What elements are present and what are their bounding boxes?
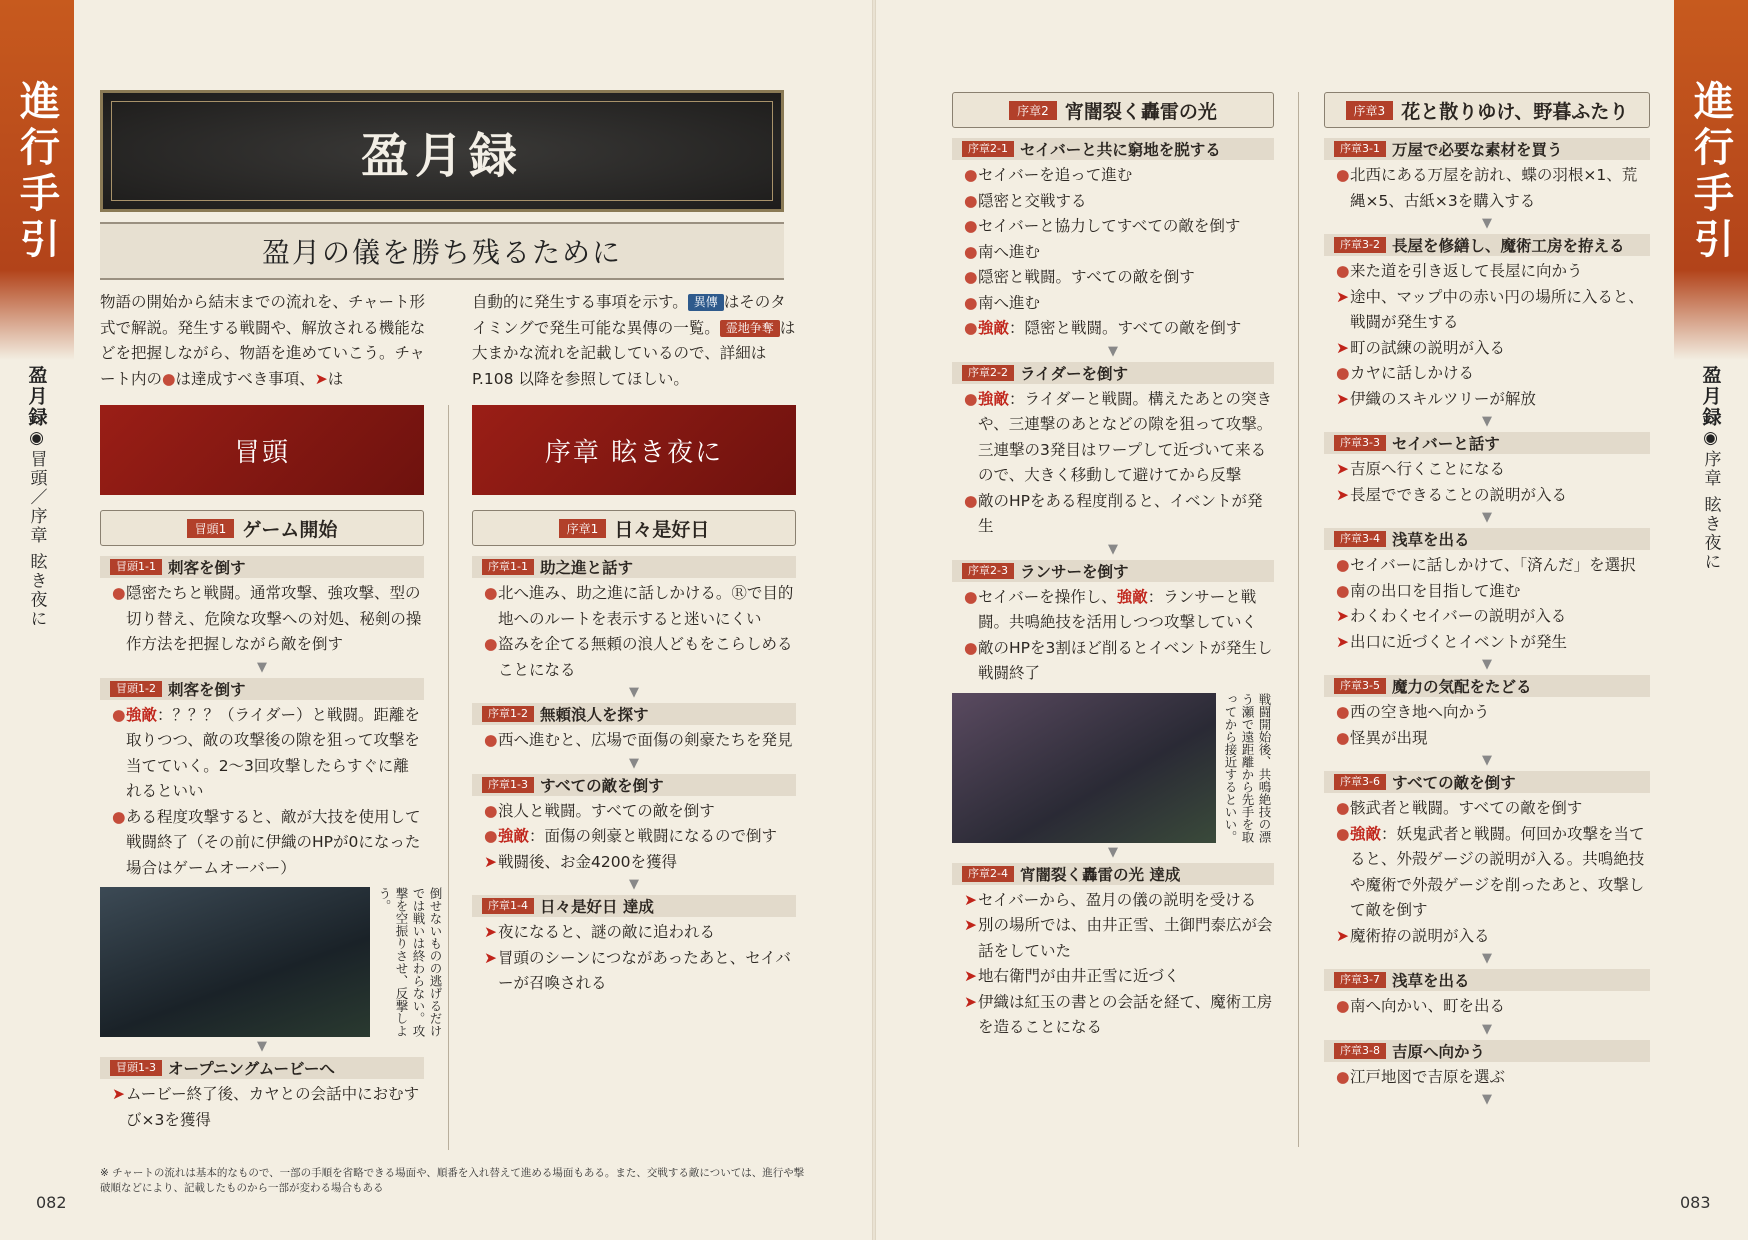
item-text: セイバーを追って進む [978, 166, 1133, 184]
item-text: 浪人と戦闘。すべての敵を倒す [498, 801, 715, 820]
step-header [100, 678, 424, 700]
goal-dot-icon: ● [964, 389, 978, 408]
goal-dot-icon: ● [112, 705, 126, 724]
step-title: 浅草を出る [1391, 972, 1470, 990]
step-header [472, 774, 796, 796]
item-text: セイバーに話しかけて、「済んだ」を選択 [1350, 556, 1636, 574]
goal-dot-icon: ● [964, 166, 978, 184]
step-badge: 序章1-1 [482, 559, 534, 575]
step-title: 刺客を倒す [167, 559, 246, 577]
step-badge: 序章3-1 [1334, 141, 1386, 157]
item-text: ムービー終了後、カヤとの会話中におむすび×3を獲得 [126, 1085, 420, 1129]
down-arrow-icon: ▼ [1482, 753, 1492, 768]
side-subtitle: ◉冒頭／序章 眩き夜に [26, 428, 47, 629]
intro-text: は [327, 369, 344, 388]
goal-dot-icon: ● [484, 584, 498, 602]
side-running-title-right [1674, 365, 1748, 571]
step-title: すべての敵を倒す [1391, 774, 1516, 792]
section-header [472, 510, 796, 546]
goal-dot-icon: ● [1336, 262, 1350, 280]
list-item [1324, 553, 1650, 579]
item-text: 盗みを企てる無頼の浪人どもをこらしめることになる [498, 635, 793, 679]
list-item [1324, 1065, 1650, 1091]
item-text: セイバーと協力してすべての敵を倒す [978, 217, 1241, 235]
step-title: 万屋で必要な素材を買う [1391, 141, 1563, 159]
column-divider [448, 405, 449, 1150]
item-text: 冒頭のシーンにつながあったあと、セイバーが召喚される [498, 948, 791, 992]
step-title: 刺客を倒す [167, 680, 246, 699]
list-item [1324, 994, 1650, 1020]
step-badge: 序章2-3 [962, 563, 1014, 579]
step-title: 魔力の気配をたどる [1391, 678, 1532, 696]
down-arrow-icon: ▼ [629, 877, 639, 892]
screenshot-caption: 倒せないものの逃げるだけでは戦いは終わらない。攻撃を空振りさせ、反撃しよう。 [377, 887, 443, 1037]
step-title: 吉原へ向かう [1391, 1042, 1485, 1061]
list-item [1324, 579, 1650, 605]
item-text: 南へ進む [978, 242, 1041, 261]
item-text: 南の出口を目指して進む [1350, 581, 1521, 600]
goal-dot-icon: ● [964, 587, 978, 606]
list-item [1324, 796, 1650, 822]
goal-dot-icon: ● [964, 242, 978, 261]
section-title: ゲーム開始 [242, 518, 338, 541]
list-item [952, 990, 1274, 1041]
list-item [952, 913, 1274, 964]
item-text: 夜になると、謎の敵に追われる [498, 923, 716, 941]
step-badge: 序章1-3 [482, 777, 534, 793]
list-item [100, 703, 424, 805]
item-text: 伊織のスキルツリーが解放 [1350, 389, 1536, 408]
auto-arrow-icon: ➤ [484, 923, 497, 941]
chapter-title: 冒頭 [233, 437, 290, 468]
step-title: ライダーを倒す [1019, 364, 1129, 383]
goal-dot-icon: ● [1336, 799, 1350, 817]
column-divider [1298, 92, 1299, 1147]
list-item [952, 189, 1274, 215]
intro-text: は達成すべき事項、 [175, 369, 315, 388]
item-text: 地右衛門が由井正雪に近づく [978, 967, 1180, 985]
item-text: ：ランサーと戦闘。共鳴絶技を活用しつつ攻撃していく [978, 587, 1258, 631]
list-item [1324, 700, 1650, 726]
chart-column-1 [100, 510, 443, 1133]
goal-dot-icon: ● [964, 319, 978, 337]
step-badge: 序章2-2 [962, 365, 1014, 381]
chapter-title: 序章 眩き夜に [544, 437, 724, 468]
item-text: ：ライダーと戦闘。構えたあとの突きや、三連撃のあとなどの隙を狙って攻撃。三連撃の3発目はワープして近づいて来るので、大きく移動して避けてから反撃 [978, 389, 1273, 484]
step-header [1324, 138, 1650, 160]
goal-dot-icon: ● [964, 191, 978, 210]
down-arrow-icon: ▼ [1108, 541, 1118, 557]
side-tab-label: 進行手引 [13, 80, 61, 264]
item-text: セイバーを操作し、 [978, 587, 1117, 606]
step-header [100, 1057, 424, 1079]
item-text: ：妖鬼武者と戦闘。何回か攻撃を当てると、外殻ゲージの説明が入る。共鳴絶技や魔術で外殻ゲージを削ったあと、攻撃して敵を倒す [1350, 824, 1645, 919]
goal-dot-icon: ● [484, 731, 498, 749]
intro-paragraph-2 [472, 290, 798, 392]
auto-arrow-icon: ➤ [964, 916, 977, 934]
chapter-header-opening [100, 405, 424, 495]
page-number-left: 082 [36, 1193, 67, 1212]
step-header [1324, 528, 1650, 550]
boss-label: 強敵 [1350, 824, 1382, 843]
list-item [1324, 336, 1650, 362]
goal-dot-icon: ● [964, 491, 978, 510]
section-title: 日々是好日 [614, 518, 710, 541]
auto-arrow-icon: ➤ [314, 369, 328, 388]
side-title: 盈月録 [1699, 365, 1722, 428]
list-item [472, 850, 796, 876]
boss-label: 強敵 [978, 319, 1010, 337]
item-text: 怪異が出現 [1350, 728, 1428, 747]
list-item [952, 291, 1274, 317]
list-item [472, 946, 796, 997]
auto-arrow-icon: ➤ [112, 1085, 125, 1103]
footnote: ※ チャートの流れは基本的なもので、一部の手順を省略できる場面や、順番を入れ替えて進める場面もある。また、交戦する敵については、進行や撃破順などにより、記載したものから一部が変わる場合もある [100, 1167, 805, 1194]
gameplay-screenshot [100, 887, 370, 1037]
goal-dot-icon: ● [964, 293, 978, 312]
item-text: ：隠密と戦闘。すべての敵を倒す [1009, 319, 1242, 337]
item-text: 隠密たちと戦闘。通常攻撃、強攻撃、型の切り替え、危険な攻撃への対処、秘剣の操作方法を把握しながら敵を倒す [126, 584, 422, 653]
list-item [472, 581, 796, 632]
auto-arrow-icon: ➤ [1336, 389, 1349, 408]
book-spine [872, 0, 876, 1240]
section-badge: 序章1 [559, 519, 607, 538]
subtitle-banner [100, 222, 784, 280]
reichi-tag: 霊地争奪 [720, 320, 780, 337]
goal-dot-icon: ● [112, 584, 126, 602]
item-text: 町の試練の説明が入る [1350, 338, 1506, 357]
item-text: 長屋でできることの説明が入る [1350, 485, 1568, 504]
page-number-right: 083 [1680, 1193, 1711, 1212]
step-header [952, 863, 1274, 885]
item-text: 魔術拵の説明が入る [1350, 926, 1490, 945]
step-header [952, 362, 1274, 384]
step-title: セイバーと話す [1391, 435, 1500, 453]
auto-arrow-icon: ➤ [1336, 460, 1349, 478]
goal-dot-icon: ● [484, 827, 498, 845]
goal-dot-icon: ● [112, 807, 126, 826]
auto-arrow-icon: ➤ [964, 967, 977, 985]
auto-arrow-icon: ➤ [484, 852, 497, 871]
step-header [472, 895, 796, 917]
list-item [952, 636, 1274, 687]
list-item [952, 888, 1274, 914]
list-item [952, 585, 1274, 636]
list-item [1324, 387, 1650, 413]
step-title: オープニングムービーへ [167, 1060, 335, 1078]
chart-column-3 [952, 92, 1274, 1041]
list-item [472, 728, 796, 754]
item-text: 別の場所では、由井正雪、土御門泰広が会話をしていた [978, 916, 1273, 960]
item-text: ：面傷の剣豪と戦闘になるので倒す [529, 827, 778, 845]
step-badge: 序章3-4 [1334, 531, 1386, 547]
intro-text: は大まかな流れを記載しているので、詳細は P.108 以降を参照してほしい。 [472, 318, 796, 388]
auto-arrow-icon: ➤ [1336, 338, 1349, 357]
goal-dot-icon: ● [1336, 728, 1350, 747]
gameplay-screenshot [952, 693, 1216, 843]
item-text: 出口に近づくとイベントが発生 [1350, 632, 1568, 651]
list-item [472, 632, 796, 683]
list-item [952, 489, 1274, 540]
side-running-title-left [0, 365, 74, 628]
item-text: 西の空き地へ向かう [1350, 703, 1490, 721]
goal-dot-icon: ● [1336, 997, 1350, 1015]
step-header [1324, 675, 1650, 697]
boss-label: 強敵 [978, 389, 1010, 408]
step-header [1324, 771, 1650, 793]
list-item [1324, 361, 1650, 387]
item-text: 隠密と交戦する [978, 191, 1087, 210]
list-item [1324, 924, 1650, 950]
item-text: 骸武者と戦闘。すべての敵を倒す [1350, 799, 1583, 817]
item-text: 吉原へ行くことになる [1350, 460, 1506, 478]
down-arrow-icon: ▼ [1482, 1021, 1492, 1037]
down-arrow-icon: ▼ [1482, 951, 1492, 966]
auto-arrow-icon: ➤ [1336, 287, 1349, 306]
step-title: 日々是好日 達成 [539, 898, 654, 916]
section-title: 花と散りゆけ、野暮ふたり [1401, 100, 1629, 123]
section-header [100, 510, 424, 546]
side-tab-label: 進行手引 [1687, 80, 1735, 264]
down-arrow-icon: ▼ [1108, 844, 1118, 860]
item-text: 北へ進み、助之進に話しかける。Ⓡで目的地へのルートを表示すると迷いにくい [498, 584, 794, 628]
list-item [952, 964, 1274, 990]
item-text: 江戸地図で吉原を選ぶ [1350, 1067, 1506, 1086]
list-item [472, 799, 796, 825]
step-badge: 冒頭1-1 [110, 559, 162, 575]
goal-dot-icon: ● [1336, 703, 1350, 721]
list-item [472, 920, 796, 946]
step-header [100, 556, 424, 578]
side-tab-left [0, 0, 74, 360]
list-item [100, 581, 424, 658]
section-badge: 序章2 [1009, 101, 1057, 120]
goal-dot-icon: ● [1336, 364, 1350, 382]
title-banner [100, 90, 784, 212]
goal-dot-icon: ● [162, 369, 176, 388]
chapter-header-prologue [472, 405, 796, 495]
step-header [1324, 1040, 1650, 1062]
step-header [952, 560, 1274, 582]
auto-arrow-icon: ➤ [484, 948, 497, 967]
step-title: セイバーと共に窮地を脱する [1019, 141, 1221, 159]
list-item [952, 214, 1274, 240]
step-header [472, 556, 796, 578]
ii-tag: 異傳 [688, 294, 724, 311]
down-arrow-icon: ▼ [1482, 657, 1492, 672]
section-badge: 序章3 [1346, 101, 1394, 120]
section-header [1324, 92, 1650, 128]
boss-label: 強敵 [126, 705, 158, 724]
list-item [1324, 604, 1650, 630]
step-badge: 冒頭1-2 [110, 681, 162, 697]
list-item [1324, 163, 1650, 214]
list-item [952, 265, 1274, 291]
chart-column-2 [472, 510, 796, 997]
list-item [952, 163, 1274, 189]
step-title: 助之進と話す [539, 559, 633, 577]
step-header [1324, 234, 1650, 256]
chart-column-4 [1324, 92, 1650, 1110]
section-header [952, 92, 1274, 128]
item-text: 来た道を引き返して長屋に向かう [1350, 262, 1583, 280]
list-item [952, 387, 1274, 489]
section-badge: 冒頭1 [187, 519, 235, 538]
side-tab-right [1674, 0, 1748, 360]
list-item [472, 824, 796, 850]
step-badge: 序章3-2 [1334, 237, 1386, 253]
down-arrow-icon: ▼ [1482, 1092, 1492, 1107]
step-header [1324, 969, 1650, 991]
step-header [952, 138, 1274, 160]
auto-arrow-icon: ➤ [1336, 632, 1349, 651]
screenshot-caption: 戦闘開始後、共鳴絶技の漂う瀬で遠距離から先手を取ってから接近するといい。 [1223, 692, 1272, 843]
step-badge: 冒頭1-3 [110, 1060, 162, 1076]
list-item [1324, 285, 1650, 336]
item-text: 隠密と戦闘。すべての敵を倒す [978, 268, 1195, 286]
page-subtitle: 盈月の儀を勝ち残るために [261, 236, 622, 269]
step-title: 浅草を出る [1391, 531, 1470, 549]
down-arrow-icon: ▼ [257, 1039, 267, 1054]
intro-text: 自動的に発生する事項を示す。 [472, 293, 688, 311]
intro-paragraph-1 [100, 290, 426, 392]
step-badge: 序章3-7 [1334, 972, 1386, 988]
intro-text: はそのタイミングで発生可能な異傳の一覧。 [472, 293, 786, 337]
side-subtitle: ◉序章 眩き夜に [1700, 428, 1721, 572]
down-arrow-icon: ▼ [257, 659, 267, 675]
item-text: 戦闘後、お金4200を獲得 [498, 852, 677, 871]
goal-dot-icon: ● [964, 217, 978, 235]
list-item [1324, 457, 1650, 483]
item-text: 北西にある万屋を訪れ、蝶の羽根×1、荒縄×5、古紙×3を購入する [1350, 166, 1638, 210]
list-item [100, 1082, 424, 1133]
step-header [1324, 432, 1650, 454]
item-text: 敵のHPを3割ほど削るとイベントが発生し戦闘終了 [978, 638, 1273, 682]
goal-dot-icon: ● [1336, 581, 1350, 600]
item-text: 南へ向かい、町を出る [1350, 997, 1506, 1015]
down-arrow-icon: ▼ [1482, 510, 1492, 525]
step-badge: 序章2-1 [962, 141, 1014, 157]
screenshot-block [952, 693, 1274, 843]
goal-dot-icon: ● [1336, 166, 1350, 184]
step-badge: 序章2-4 [962, 866, 1014, 882]
step-badge: 序章3-8 [1334, 1043, 1386, 1059]
list-item [100, 805, 424, 882]
item-text: ある程度攻撃すると、敵が大技を使用して戦闘終了（その前に伊織のHPが0になった場合はゲームオーバー） [126, 807, 421, 877]
auto-arrow-icon: ➤ [1336, 607, 1349, 625]
item-text: 西へ進むと、広場で面傷の剣豪たちを発見 [498, 731, 793, 749]
item-text: 南へ進む [978, 293, 1041, 312]
auto-arrow-icon: ➤ [964, 992, 977, 1011]
item-text: カヤに話しかける [1350, 364, 1475, 382]
item-text: セイバーから、盈月の儀の説明を受ける [978, 890, 1257, 909]
intro-text: 物語の開始から結末までの流れを、チャート形式で解説。発生する戦闘や、解放される機能などを把握しながら、物語を進めていこう。チャート内の [100, 293, 426, 388]
list-item [1324, 259, 1650, 285]
down-arrow-icon: ▼ [629, 755, 639, 771]
list-item [1324, 483, 1650, 509]
down-arrow-icon: ▼ [1482, 216, 1492, 231]
step-header [472, 703, 796, 725]
list-item [1324, 822, 1650, 924]
screenshot-block [100, 887, 443, 1037]
item-text: 伊織は紅玉の書との会話を経て、魔術工房を造ることになる [978, 992, 1273, 1036]
down-arrow-icon: ▼ [1108, 343, 1118, 359]
item-text: ：？？？（ライダー）と戦闘。距離を取りつつ、敵の攻撃後の隙を狙って攻撃を当てていく。2～3回攻撃したらすぐに離れるといい [126, 705, 421, 800]
auto-arrow-icon: ➤ [964, 890, 977, 909]
side-title: 盈月録 [25, 365, 48, 428]
page-title: 盈月録 [360, 127, 523, 184]
list-item [952, 240, 1274, 266]
down-arrow-icon: ▼ [1482, 414, 1492, 429]
step-title: 長屋を修繕し、魔術工房を拵える [1391, 237, 1625, 255]
goal-dot-icon: ● [484, 635, 498, 653]
goal-dot-icon: ● [964, 638, 978, 657]
step-title: すべての敵を倒す [539, 776, 664, 795]
step-title: 無頼浪人を探す [539, 706, 649, 724]
goal-dot-icon: ● [484, 801, 498, 820]
step-title: 宵闇裂く轟雷の光 達成 [1019, 865, 1181, 884]
section-title: 宵闇裂く轟雷の光 [1064, 100, 1217, 123]
item-text: わくわくセイバーの説明が入る [1350, 607, 1567, 625]
step-badge: 序章3-6 [1334, 774, 1386, 790]
goal-dot-icon: ● [1336, 556, 1350, 574]
list-item [952, 316, 1274, 342]
goal-dot-icon: ● [1336, 824, 1350, 843]
down-arrow-icon: ▼ [629, 685, 639, 700]
list-item [1324, 630, 1650, 656]
boss-label: 強敵 [1116, 587, 1148, 606]
step-badge: 序章1-2 [482, 706, 534, 722]
item-text: 途中、マップ中の赤い円の場所に入ると、戦闘が発生する [1350, 287, 1644, 331]
list-item [1324, 726, 1650, 752]
goal-dot-icon: ● [1336, 1067, 1350, 1086]
step-title: ランサーを倒す [1019, 562, 1129, 581]
item-text: 敵のHPをある程度削ると、イベントが発生 [978, 491, 1263, 535]
auto-arrow-icon: ➤ [1336, 926, 1349, 945]
goal-dot-icon: ● [964, 268, 978, 286]
boss-label: 強敵 [498, 827, 530, 845]
step-badge: 序章1-4 [482, 898, 534, 914]
auto-arrow-icon: ➤ [1336, 485, 1349, 504]
step-badge: 序章3-5 [1334, 678, 1386, 694]
step-badge: 序章3-3 [1334, 435, 1386, 451]
